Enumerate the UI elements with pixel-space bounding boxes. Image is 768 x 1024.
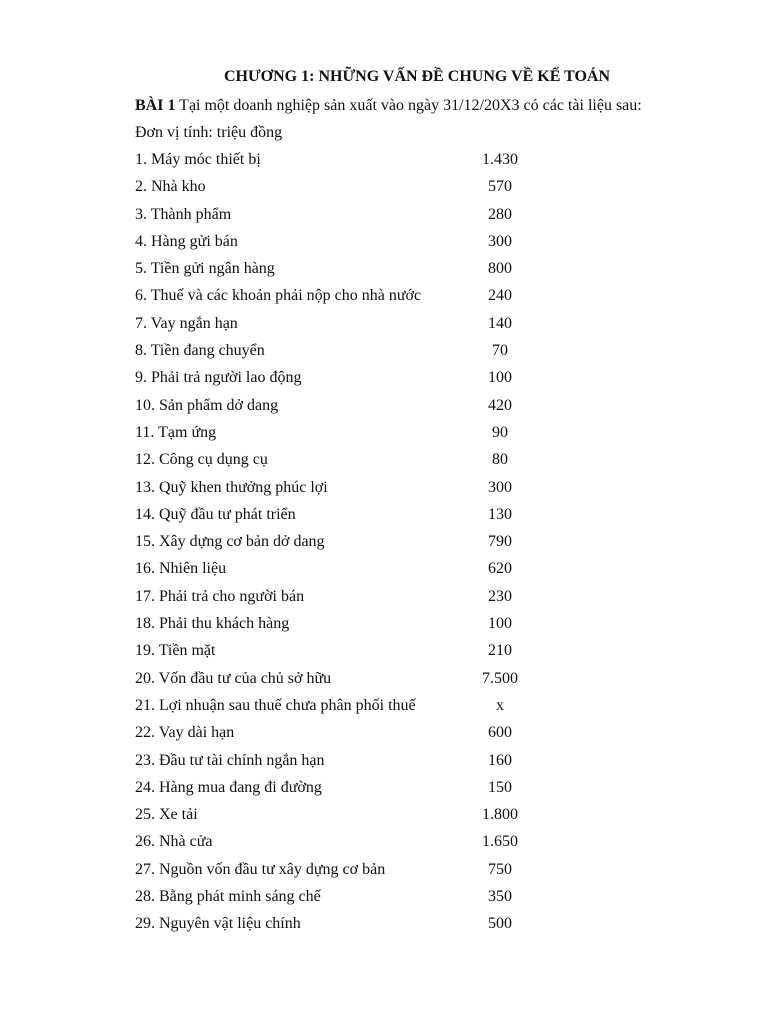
item-value: 160 xyxy=(488,751,512,769)
chapter-title: CHƯƠNG 1: NHỮNG VẤN ĐỀ CHUNG VỀ KẾ TOÁN xyxy=(223,68,611,85)
list-item xyxy=(135,505,555,532)
item-label: 22. Vay dài hạn xyxy=(135,724,235,742)
item-value: 1.800 xyxy=(482,806,518,824)
item-label: 26. Nhà cửa xyxy=(135,833,213,851)
item-label: 9. Phải trả người lao động xyxy=(135,369,302,387)
item-value: 7.500 xyxy=(482,669,518,687)
list-item xyxy=(135,860,555,887)
item-value: 350 xyxy=(488,888,512,906)
item-value: 210 xyxy=(488,642,512,660)
item-value: 800 xyxy=(488,260,512,278)
item-label: 23. Đầu tư tài chính ngắn hạn xyxy=(135,751,325,769)
list-item xyxy=(135,396,555,423)
list-item xyxy=(135,751,555,778)
item-label: 15. Xây dựng cơ bản dở dang xyxy=(135,533,325,551)
list-item xyxy=(135,641,555,668)
item-value: 70 xyxy=(492,342,508,360)
item-value: 570 xyxy=(488,178,512,196)
item-label: 10. Sản phẩm dở dang xyxy=(135,396,279,414)
list-item xyxy=(135,778,555,805)
item-value: 1.650 xyxy=(482,833,518,851)
item-value: 420 xyxy=(488,396,512,414)
list-item xyxy=(135,314,555,341)
item-value: 750 xyxy=(488,860,512,878)
list-item xyxy=(135,614,555,641)
unit-line: Đơn vị tính: triệu đồng xyxy=(135,124,283,141)
item-label: 8. Tiền đang chuyển xyxy=(135,342,265,360)
item-value: 80 xyxy=(492,451,508,469)
list-item xyxy=(135,805,555,832)
item-label: 4. Hàng gửi bán xyxy=(135,232,238,250)
item-value: 90 xyxy=(492,423,508,441)
item-label: 21. Lợi nhuận sau thuế chưa phân phối thuế xyxy=(135,696,416,714)
item-value: 1.430 xyxy=(482,151,518,168)
list-item xyxy=(135,559,555,586)
list-item xyxy=(135,368,555,395)
item-value: 300 xyxy=(488,478,512,496)
list-item xyxy=(135,478,555,505)
list-item xyxy=(135,150,555,177)
item-value: 230 xyxy=(488,587,512,605)
item-label: 24. Hàng mua đang đi đường xyxy=(135,778,322,796)
item-label: 12. Công cụ dụng cụ xyxy=(135,451,268,469)
item-label: 5. Tiền gửi ngân hàng xyxy=(135,260,275,278)
item-value: 600 xyxy=(488,724,512,742)
exercise-intro xyxy=(135,96,642,116)
item-label: 27. Nguồn vốn đầu tư xây dựng cơ bản xyxy=(135,860,386,878)
item-label: 11. Tạm ứng xyxy=(135,423,217,441)
items-list xyxy=(135,150,555,942)
item-label: 18. Phải thu khách hàng xyxy=(135,615,290,633)
list-item xyxy=(135,669,555,696)
item-value: 130 xyxy=(488,505,512,523)
item-value: 150 xyxy=(488,778,512,796)
item-label: 14. Quỹ đầu tư phát triển xyxy=(135,505,296,523)
item-value: x xyxy=(496,696,504,714)
item-value: 280 xyxy=(488,205,512,223)
list-item xyxy=(135,587,555,614)
item-value: 240 xyxy=(488,287,512,305)
list-item xyxy=(135,887,555,914)
list-item xyxy=(135,532,555,559)
item-value: 500 xyxy=(488,915,512,933)
item-value: 300 xyxy=(488,232,512,250)
item-label: 29. Nguyên vật liệu chính xyxy=(135,915,301,933)
item-value: 620 xyxy=(488,560,512,578)
item-label: 19. Tiền mặt xyxy=(135,642,216,660)
exercise-label: BÀI 1 xyxy=(135,97,176,114)
list-item xyxy=(135,914,555,941)
item-value: 140 xyxy=(488,314,512,332)
item-label: 16. Nhiên liệu xyxy=(135,560,227,578)
item-label: 2. Nhà kho xyxy=(135,178,206,196)
list-item xyxy=(135,341,555,368)
list-item xyxy=(135,177,555,204)
list-item xyxy=(135,232,555,259)
item-value: 100 xyxy=(488,369,512,387)
item-label: 20. Vốn đầu tư của chủ sở hữu xyxy=(135,669,332,687)
list-item xyxy=(135,205,555,232)
list-item xyxy=(135,259,555,286)
item-label: 17. Phải trả cho người bán xyxy=(135,587,305,605)
item-value: 790 xyxy=(488,533,512,551)
list-item xyxy=(135,423,555,450)
item-label: 13. Quỹ khen thưởng phúc lợi xyxy=(135,478,328,496)
item-label: 6. Thuế và các khoản phải nộp cho nhà nước xyxy=(135,287,422,305)
list-item xyxy=(135,286,555,313)
item-label: 28. Bằng phát minh sáng chế xyxy=(135,888,321,906)
list-item xyxy=(135,832,555,859)
item-label: 1. Máy móc thiết bị xyxy=(135,151,261,168)
exercise-text: Tại một doanh nghiệp sản xuất vào ngày 31/12/20X3 có các tài liệu sau: xyxy=(175,97,642,114)
list-item xyxy=(135,450,555,477)
item-label: 3. Thành phẩm xyxy=(135,205,232,223)
item-label: 7. Vay ngắn hạn xyxy=(135,314,238,332)
item-value: 100 xyxy=(488,615,512,633)
list-item xyxy=(135,696,555,723)
list-item xyxy=(135,723,555,750)
item-label: 25. Xe tải xyxy=(135,806,198,824)
